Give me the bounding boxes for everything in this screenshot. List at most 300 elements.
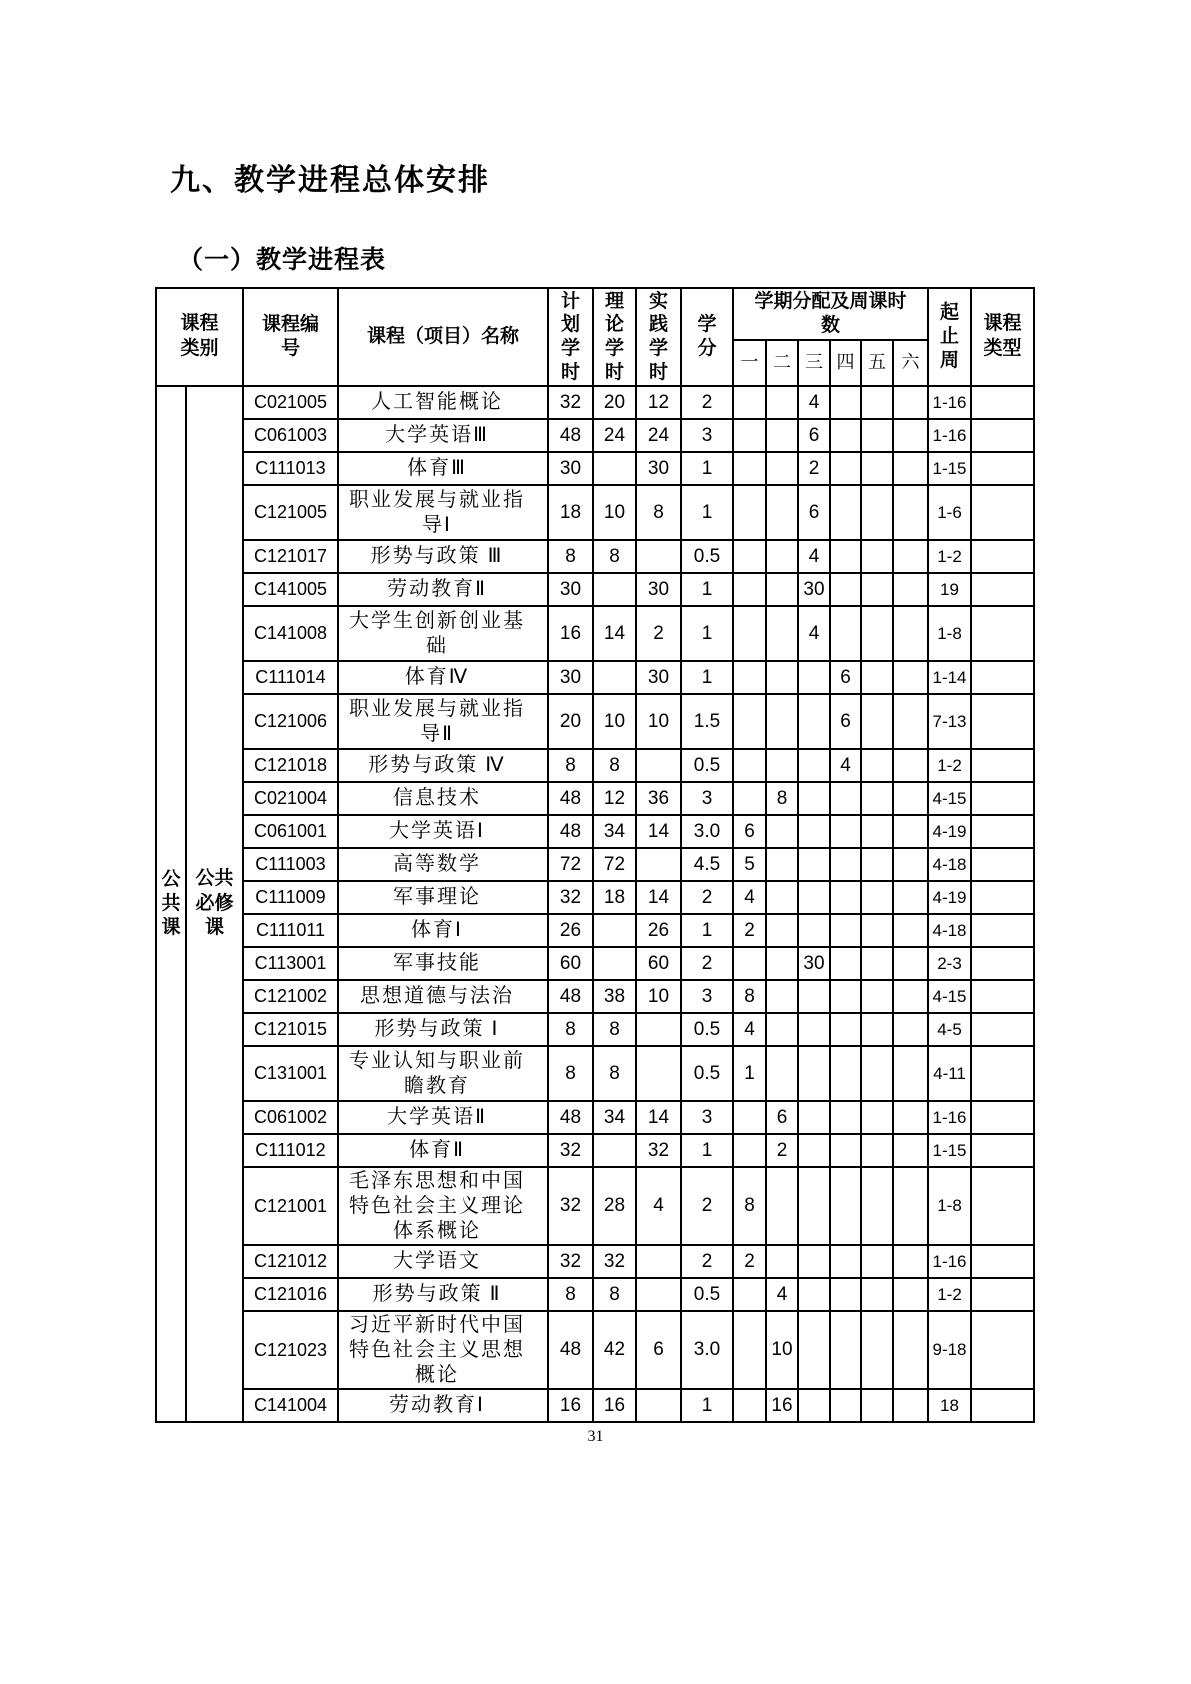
course-name-cell: 人工智能概论: [338, 386, 548, 419]
weeks-cell: 4-18: [928, 848, 971, 881]
theory-hours-cell: 8: [593, 540, 636, 573]
semester-6-cell: [893, 1389, 928, 1422]
credits-cell: 1: [681, 1389, 733, 1422]
semester-5-cell: [861, 914, 893, 947]
header-semester-1: 一: [733, 340, 766, 386]
theory-hours-cell: 42: [593, 1311, 636, 1389]
table-row: [156, 782, 1034, 815]
course-code-cell: C121016: [243, 1278, 338, 1311]
semester-6-cell: [893, 1245, 928, 1278]
semester-2-cell: 2: [766, 1134, 798, 1167]
semester-3-cell: 6: [798, 485, 830, 540]
semester-1-cell: 5: [733, 848, 766, 881]
table-row: [156, 1046, 1034, 1101]
semester-2-cell: 6: [766, 1101, 798, 1134]
course-table-body: [156, 386, 1034, 1422]
semester-4-cell: [830, 573, 861, 606]
practice-hours-cell: [636, 540, 681, 573]
table-row: [156, 540, 1034, 573]
semester-6-cell: [893, 782, 928, 815]
course-code-cell: C121001: [243, 1167, 338, 1245]
practice-hours-cell: 60: [636, 947, 681, 980]
semester-1-cell: [733, 1134, 766, 1167]
practice-hours-cell: [636, 749, 681, 782]
semester-4-cell: [830, 1167, 861, 1245]
semester-3-cell: 30: [798, 947, 830, 980]
semester-3-cell: [798, 815, 830, 848]
practice-hours-cell: 10: [636, 694, 681, 749]
table-row: [156, 848, 1034, 881]
credits-cell: 1: [681, 1134, 733, 1167]
semester-4-cell: 6: [830, 694, 861, 749]
theory-hours-cell: 20: [593, 386, 636, 419]
semester-5-cell: [861, 980, 893, 1013]
plan-hours-cell: 48: [548, 419, 593, 452]
theory-hours-cell: 10: [593, 485, 636, 540]
theory-hours-cell: 16: [593, 1389, 636, 1422]
course-name-cell: 大学英语Ⅱ: [338, 1101, 548, 1134]
semester-2-cell: [766, 980, 798, 1013]
semester-2-cell: [766, 452, 798, 485]
semester-2-cell: [766, 661, 798, 694]
table-row: [156, 1245, 1034, 1278]
course-name-cell: 劳动教育Ⅰ: [338, 1389, 548, 1422]
course-code-cell: C111013: [243, 452, 338, 485]
semester-6-cell: [893, 1013, 928, 1046]
semester-3-cell: [798, 1046, 830, 1101]
semester-3-cell: [798, 914, 830, 947]
credits-cell: 1: [681, 452, 733, 485]
credits-cell: 0.5: [681, 1013, 733, 1046]
semester-6-cell: [893, 419, 928, 452]
semester-6-cell: [893, 881, 928, 914]
semester-6-cell: [893, 749, 928, 782]
table-row: [156, 815, 1034, 848]
semester-3-cell: [798, 1311, 830, 1389]
theory-hours-cell: 18: [593, 881, 636, 914]
plan-hours-cell: 26: [548, 914, 593, 947]
weeks-cell: 1-16: [928, 1245, 971, 1278]
course-type-cell: [971, 1245, 1034, 1278]
semester-3-cell: [798, 782, 830, 815]
course-code-cell: C021004: [243, 782, 338, 815]
semester-2-cell: [766, 573, 798, 606]
practice-hours-cell: 32: [636, 1134, 681, 1167]
practice-hours-cell: 14: [636, 881, 681, 914]
semester-6-cell: [893, 386, 928, 419]
weeks-cell: 19: [928, 573, 971, 606]
semester-5-cell: [861, 1101, 893, 1134]
table-row: [156, 914, 1034, 947]
semester-2-cell: 4: [766, 1278, 798, 1311]
course-name-cell: 大学语文: [338, 1245, 548, 1278]
credits-cell: 0.5: [681, 1046, 733, 1101]
semester-5-cell: [861, 452, 893, 485]
theory-hours-cell: [593, 452, 636, 485]
semester-3-cell: [798, 1389, 830, 1422]
semester-1-cell: [733, 782, 766, 815]
semester-3-cell: 4: [798, 606, 830, 661]
table-row: [156, 661, 1034, 694]
semester-1-cell: [733, 1389, 766, 1422]
header-semester-3: 三: [798, 340, 830, 386]
credits-cell: 2: [681, 1167, 733, 1245]
semester-1-cell: [733, 661, 766, 694]
semester-2-cell: 8: [766, 782, 798, 815]
course-type-cell: [971, 1101, 1034, 1134]
semester-6-cell: [893, 694, 928, 749]
semester-6-cell: [893, 815, 928, 848]
practice-hours-cell: 14: [636, 1101, 681, 1134]
teaching-schedule-table: [155, 287, 1035, 1423]
course-name-cell: 习近平新时代中国特色社会主义思想概论: [338, 1311, 548, 1389]
plan-hours-cell: 32: [548, 1167, 593, 1245]
semester-2-cell: [766, 606, 798, 661]
course-type-cell: [971, 694, 1034, 749]
category-public-required: 公共必修课: [186, 386, 243, 1422]
credits-cell: 4.5: [681, 848, 733, 881]
credits-cell: 1: [681, 573, 733, 606]
course-name-cell: 大学英语Ⅲ: [338, 419, 548, 452]
course-name-cell: 形势与政策 Ⅲ: [338, 540, 548, 573]
course-code-cell: C121017: [243, 540, 338, 573]
course-name-cell: 体育Ⅳ: [338, 661, 548, 694]
theory-hours-cell: 28: [593, 1167, 636, 1245]
practice-hours-cell: 2: [636, 606, 681, 661]
course-name-cell: 职业发展与就业指导Ⅱ: [338, 694, 548, 749]
course-type-cell: [971, 606, 1034, 661]
practice-hours-cell: [636, 1389, 681, 1422]
semester-4-cell: [830, 782, 861, 815]
semester-6-cell: [893, 914, 928, 947]
category-public-course: 公共课: [156, 386, 186, 1422]
semester-4-cell: 6: [830, 661, 861, 694]
semester-2-cell: [766, 914, 798, 947]
weeks-cell: 1-6: [928, 485, 971, 540]
semester-4-cell: [830, 1101, 861, 1134]
semester-3-cell: [798, 1167, 830, 1245]
semester-5-cell: [861, 573, 893, 606]
course-code-cell: C061003: [243, 419, 338, 452]
practice-hours-cell: [636, 1046, 681, 1101]
course-type-cell: [971, 452, 1034, 485]
table-row: [156, 1278, 1034, 1311]
semester-5-cell: [861, 1389, 893, 1422]
table-row: [156, 452, 1034, 485]
semester-6-cell: [893, 540, 928, 573]
course-code-cell: C021005: [243, 386, 338, 419]
semester-1-cell: [733, 452, 766, 485]
semester-5-cell: [861, 419, 893, 452]
semester-5-cell: [861, 1278, 893, 1311]
weeks-cell: 4-19: [928, 881, 971, 914]
semester-2-cell: [766, 848, 798, 881]
semester-5-cell: [861, 1013, 893, 1046]
table-row: [156, 573, 1034, 606]
semester-6-cell: [893, 661, 928, 694]
plan-hours-cell: 72: [548, 848, 593, 881]
course-name-cell: 体育Ⅱ: [338, 1134, 548, 1167]
theory-hours-cell: 34: [593, 815, 636, 848]
semester-5-cell: [861, 1134, 893, 1167]
plan-hours-cell: 30: [548, 452, 593, 485]
plan-hours-cell: 8: [548, 540, 593, 573]
weeks-cell: 1-8: [928, 606, 971, 661]
weeks-cell: 1-15: [928, 1134, 971, 1167]
semester-2-cell: [766, 694, 798, 749]
plan-hours-cell: 30: [548, 661, 593, 694]
weeks-cell: 1-14: [928, 661, 971, 694]
header-plan-hours: 计划学时: [548, 288, 593, 386]
practice-hours-cell: [636, 848, 681, 881]
plan-hours-cell: 18: [548, 485, 593, 540]
course-type-cell: [971, 749, 1034, 782]
table-row: [156, 749, 1034, 782]
theory-hours-cell: [593, 661, 636, 694]
plan-hours-cell: 60: [548, 947, 593, 980]
course-name-cell: 军事技能: [338, 947, 548, 980]
header-semester-group: 学期分配及周课时数: [733, 288, 928, 340]
semester-5-cell: [861, 606, 893, 661]
course-type-cell: [971, 947, 1034, 980]
plan-hours-cell: 48: [548, 980, 593, 1013]
semester-3-cell: 4: [798, 386, 830, 419]
semester-4-cell: [830, 1013, 861, 1046]
course-type-cell: [971, 1013, 1034, 1046]
course-code-cell: C111011: [243, 914, 338, 947]
credits-cell: 3: [681, 1101, 733, 1134]
semester-1-cell: 6: [733, 815, 766, 848]
semester-6-cell: [893, 1046, 928, 1101]
semester-1-cell: 2: [733, 1245, 766, 1278]
practice-hours-cell: 26: [636, 914, 681, 947]
semester-2-cell: 16: [766, 1389, 798, 1422]
practice-hours-cell: 14: [636, 815, 681, 848]
theory-hours-cell: 8: [593, 749, 636, 782]
semester-5-cell: [861, 815, 893, 848]
semester-4-cell: [830, 386, 861, 419]
practice-hours-cell: 6: [636, 1311, 681, 1389]
credits-cell: 1: [681, 485, 733, 540]
plan-hours-cell: 32: [548, 1245, 593, 1278]
course-code-cell: C061002: [243, 1101, 338, 1134]
weeks-cell: 2-3: [928, 947, 971, 980]
semester-4-cell: [830, 848, 861, 881]
header-credits: 学分: [681, 288, 733, 386]
practice-hours-cell: 30: [636, 452, 681, 485]
semester-4-cell: [830, 881, 861, 914]
course-name-cell: 形势与政策 Ⅱ: [338, 1278, 548, 1311]
plan-hours-cell: 32: [548, 1134, 593, 1167]
semester-5-cell: [861, 749, 893, 782]
semester-4-cell: [830, 540, 861, 573]
weeks-cell: 1-8: [928, 1167, 971, 1245]
semester-6-cell: [893, 452, 928, 485]
header-semester-5: 五: [861, 340, 893, 386]
semester-1-cell: 4: [733, 881, 766, 914]
weeks-cell: 18: [928, 1389, 971, 1422]
credits-cell: 1.5: [681, 694, 733, 749]
course-code-cell: C141008: [243, 606, 338, 661]
course-type-cell: [971, 386, 1034, 419]
header-practice-hours: 实践学时: [636, 288, 681, 386]
semester-1-cell: [733, 749, 766, 782]
plan-hours-cell: 20: [548, 694, 593, 749]
plan-hours-cell: 32: [548, 386, 593, 419]
semester-1-cell: [733, 1101, 766, 1134]
course-name-cell: 职业发展与就业指导Ⅰ: [338, 485, 548, 540]
semester-1-cell: [733, 606, 766, 661]
semester-2-cell: [766, 1167, 798, 1245]
theory-hours-cell: [593, 947, 636, 980]
credits-cell: 3.0: [681, 815, 733, 848]
weeks-cell: 1-2: [928, 1278, 971, 1311]
semester-1-cell: [733, 573, 766, 606]
theory-hours-cell: [593, 1134, 636, 1167]
semester-4-cell: [830, 947, 861, 980]
header-category: 课程类别: [156, 288, 243, 386]
semester-5-cell: [861, 1046, 893, 1101]
course-type-cell: [971, 980, 1034, 1013]
semester-3-cell: [798, 848, 830, 881]
course-type-cell: [971, 1311, 1034, 1389]
theory-hours-cell: 72: [593, 848, 636, 881]
course-code-cell: C061001: [243, 815, 338, 848]
course-code-cell: C111003: [243, 848, 338, 881]
semester-1-cell: 8: [733, 980, 766, 1013]
course-type-cell: [971, 848, 1034, 881]
table-row: [156, 1101, 1034, 1134]
plan-hours-cell: 8: [548, 1046, 593, 1101]
header-semester-6: 六: [893, 340, 928, 386]
weeks-cell: 4-15: [928, 782, 971, 815]
credits-cell: 3: [681, 419, 733, 452]
semester-6-cell: [893, 1311, 928, 1389]
plan-hours-cell: 16: [548, 1389, 593, 1422]
credits-cell: 2: [681, 881, 733, 914]
course-code-cell: C121002: [243, 980, 338, 1013]
weeks-cell: 4-5: [928, 1013, 971, 1046]
weeks-cell: 1-2: [928, 749, 971, 782]
semester-4-cell: [830, 914, 861, 947]
course-name-cell: 信息技术: [338, 782, 548, 815]
practice-hours-cell: 8: [636, 485, 681, 540]
course-type-cell: [971, 661, 1034, 694]
semester-2-cell: [766, 881, 798, 914]
course-type-cell: [971, 1134, 1034, 1167]
credits-cell: 1: [681, 606, 733, 661]
plan-hours-cell: 32: [548, 881, 593, 914]
practice-hours-cell: [636, 1013, 681, 1046]
semester-2-cell: 10: [766, 1311, 798, 1389]
credits-cell: 3: [681, 980, 733, 1013]
semester-6-cell: [893, 1278, 928, 1311]
course-type-cell: [971, 1278, 1034, 1311]
semester-5-cell: [861, 881, 893, 914]
semester-3-cell: [798, 694, 830, 749]
credits-cell: 1: [681, 914, 733, 947]
semester-6-cell: [893, 1101, 928, 1134]
semester-6-cell: [893, 1167, 928, 1245]
table-row: [156, 386, 1034, 419]
semester-3-cell: [798, 1013, 830, 1046]
table-row: [156, 980, 1034, 1013]
header-semester-4: 四: [830, 340, 861, 386]
semester-4-cell: [830, 606, 861, 661]
plan-hours-cell: 48: [548, 1101, 593, 1134]
semester-5-cell: [861, 661, 893, 694]
semester-6-cell: [893, 573, 928, 606]
semester-6-cell: [893, 485, 928, 540]
course-name-cell: 劳动教育Ⅱ: [338, 573, 548, 606]
course-type-cell: [971, 1389, 1034, 1422]
course-type-cell: [971, 485, 1034, 540]
header-theory-hours: 理论学时: [593, 288, 636, 386]
credits-cell: 1: [681, 661, 733, 694]
semester-1-cell: [733, 419, 766, 452]
practice-hours-cell: 30: [636, 661, 681, 694]
semester-2-cell: [766, 1245, 798, 1278]
weeks-cell: 4-11: [928, 1046, 971, 1101]
course-code-cell: C111012: [243, 1134, 338, 1167]
course-type-cell: [971, 881, 1034, 914]
semester-4-cell: [830, 1389, 861, 1422]
semester-4-cell: [830, 1278, 861, 1311]
table-row: [156, 694, 1034, 749]
semester-6-cell: [893, 1134, 928, 1167]
weeks-cell: 1-16: [928, 419, 971, 452]
course-code-cell: C111009: [243, 881, 338, 914]
weeks-cell: 4-18: [928, 914, 971, 947]
table-row: [156, 1134, 1034, 1167]
weeks-cell: 9-18: [928, 1311, 971, 1389]
plan-hours-cell: 8: [548, 1278, 593, 1311]
semester-5-cell: [861, 1245, 893, 1278]
course-name-cell: 毛泽东思想和中国特色社会主义理论体系概论: [338, 1167, 548, 1245]
semester-5-cell: [861, 540, 893, 573]
semester-3-cell: 30: [798, 573, 830, 606]
course-type-cell: [971, 914, 1034, 947]
course-code-cell: C121015: [243, 1013, 338, 1046]
semester-3-cell: [798, 661, 830, 694]
theory-hours-cell: 32: [593, 1245, 636, 1278]
weeks-cell: 4-19: [928, 815, 971, 848]
semester-4-cell: [830, 1311, 861, 1389]
header-course-name: 课程（项目）名称: [338, 288, 548, 386]
course-code-cell: C121023: [243, 1311, 338, 1389]
semester-5-cell: [861, 485, 893, 540]
table-row: [156, 419, 1034, 452]
semester-2-cell: [766, 749, 798, 782]
plan-hours-cell: 8: [548, 1013, 593, 1046]
semester-1-cell: [733, 1278, 766, 1311]
practice-hours-cell: 12: [636, 386, 681, 419]
semester-6-cell: [893, 980, 928, 1013]
theory-hours-cell: 8: [593, 1278, 636, 1311]
theory-hours-cell: 8: [593, 1046, 636, 1101]
table-row: [156, 881, 1034, 914]
course-type-cell: [971, 1046, 1034, 1101]
theory-hours-cell: 24: [593, 419, 636, 452]
semester-3-cell: [798, 1278, 830, 1311]
course-name-cell: 思想道德与法治: [338, 980, 548, 1013]
weeks-cell: 4-15: [928, 980, 971, 1013]
course-name-cell: 大学英语Ⅰ: [338, 815, 548, 848]
table-row: [156, 1389, 1034, 1422]
practice-hours-cell: 4: [636, 1167, 681, 1245]
course-code-cell: C121018: [243, 749, 338, 782]
semester-5-cell: [861, 848, 893, 881]
